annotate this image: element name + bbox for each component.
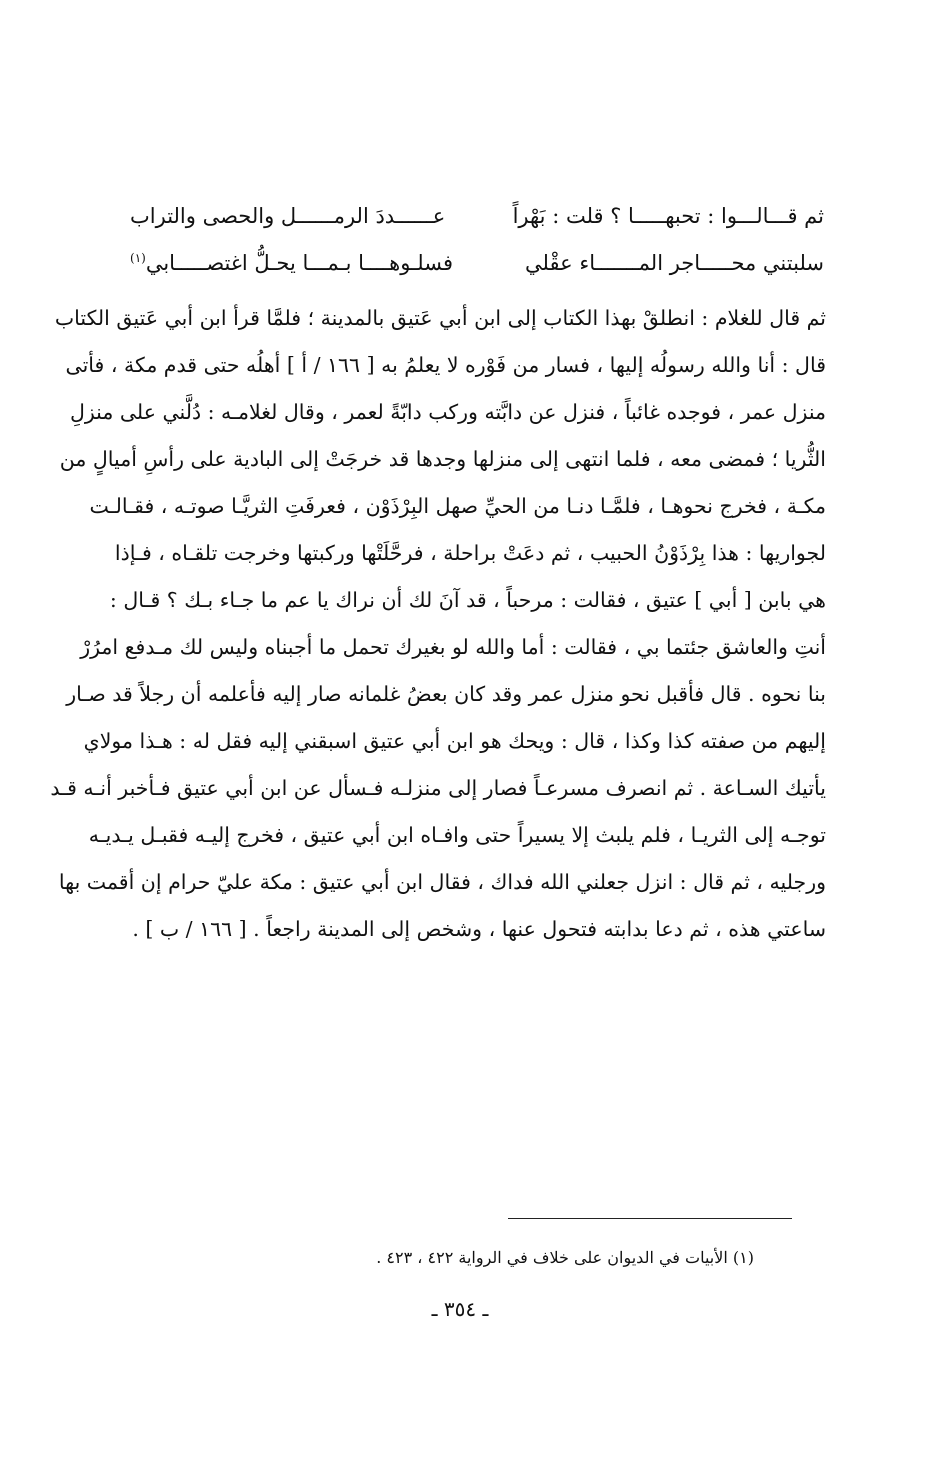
footnote-reference-marker: (١) [130,251,146,265]
prose-line-10: إليهم من صفته كذا وكذا ، قال : ويحك هو ابن أبي عتيق اسبقني إليه فقل له : هـذا مولاي [83,729,826,753]
verse-line-2 [120,243,824,283]
prose-body [50,295,826,953]
verse-line-1 [120,196,824,236]
prose-line-3: منزل عمر ، فوجده غائباً ، فنزل عن دابَّته وركب دابّةً لعمر ، وقال لغلامـه : دُلَّني على منزلِ [69,400,826,424]
prose-line-2: قال : أنا والله رسولُه إليها ، فسار من فَوْره لا يعلمُ به [ ١٦٦ / أ ] أهلُه حتى قدم مكة ، فأتى [65,353,826,377]
prose-line-14: ساعتي هذه ، ثم دعا بدابته فتحول عنها ، وشخص إلى المدينة راجعاً . [ ١٦٦ / ب ] . [132,917,826,941]
prose-line-8: أنتِ والعاشق جئتما بي ، فقالت : أما والله لو بغيرك تحمل ما أجبناه وليس لك مـدفع امرُرْ [80,635,826,659]
footnote-separator-rule [508,1218,792,1219]
verse-2-second-hemistich [130,243,453,283]
verse-1-second-hemistich [130,196,445,236]
verse-2-first-hemistich: سلبتني محـــــاجر المـــــــاء عقْلي [525,251,824,275]
prose-line-13: ورجليه ، ثم قال : انزل جعلني الله فداك ، فقال ابن أبي عتيق : مكة عليّ حرام إن أقمت بها [58,870,826,894]
prose-line-4: الثُّريا ؛ فمضى معه ، فلما انتهى إلى منزلها وجدها قد خرجَتْ إلى البادية على رأسِ أميالٍ من [59,447,826,471]
prose-line-5: مكـة ، فخرج نحوهـا ، فلمَّـا دنـا من الحيِّ صهل البِرْذَوْن ، فعرفَتِ الثريَّـا صوتـه ، فقـالـت [89,494,826,518]
verse-2-second-hemistich-text: فسلـوهــــا بـمـــا يحـلُّ اغتصـــــابي [145,251,453,275]
prose-line-7: هي بابن [ أبي ] عتيق ، فقالت : مرحباً ، قد آنَ لك أن نراك يا عم ما جـاء بـك ؟ قـال : [109,588,826,612]
prose-line-9: بنا نحوه . قال فأقبل نحو منزل عمر وقد كان بعضُ غلمانه صار إليه فأعلمه أن رجلاً قد صـار [66,682,826,706]
prose-line-11: يأتيك السـاعة . ثم انصرف مسرعـاً فصار إلى منزلـه فـسأل عن ابن أبي عتيق فـأخبر أنـه قـد [50,776,826,800]
prose-line-1: ثم قال للغلام : انطلقْ بهذا الكتاب إلى ابن أبي عَتيق بالمدينة ؛ فلمَّا قرأ ابن أبي عَتيق الكتاب [54,306,826,330]
verse-1-first-hemistich: ثم قـــالـــوا : تحبهـــــا ؟ قلت : بَهْراً [512,204,824,228]
prose-line-6: لجواريها : هذا بِرْذَوْنُ الحبيب ، ثم دعَتْ براحلة ، فرحَّلَتْها وركبتها وخرجت تلقـاه ، فـإذا [114,541,826,565]
verse-1-second-hemistich-text: عــــــددَ الرمــــــل والحصى والتراب [130,204,446,228]
footnote: (١) الأبيات في الديوان على خلاف في الرواية ٤٢٢ ، ٤٢٣ . [376,1248,754,1267]
page-number: ـ ٣٥٤ ـ [431,1297,489,1321]
prose-line-12: توجـه إلى الثريـا ، فلم يلبث إلا يسيراً حتى وافـاه ابن أبي عتيق ، فخرج إليـه فقبـل يـديـه [88,823,826,847]
